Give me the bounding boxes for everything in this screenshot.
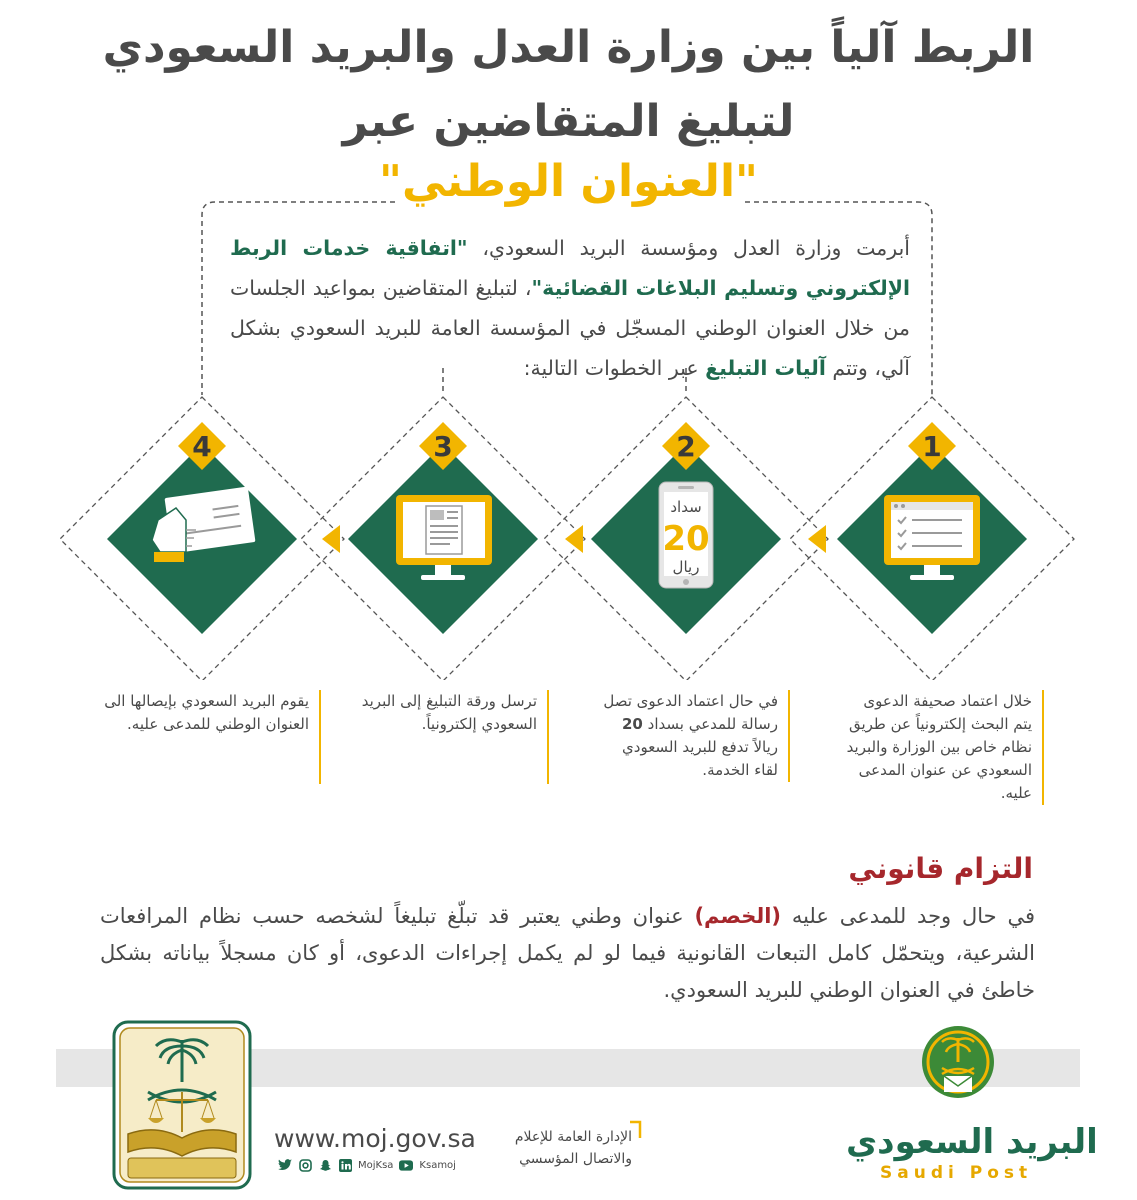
intro-part1: أبرمت وزارة العدل ومؤسسة البريد السعودي، <box>467 236 910 260</box>
arrow-1-to-2-icon <box>808 525 826 553</box>
legal-opponent: (الخصم) <box>694 904 782 928</box>
step-1-text: خلال اعتماد صحيفة الدعوى يتم البحث إلكترونياً عن طريق نظام خاص بين الوزارة والبريد السعودي عن عنوان المدعى عليه. <box>840 690 1044 805</box>
step-1-number: 1 <box>922 430 942 463</box>
arrow-2-to-3-icon <box>565 525 583 553</box>
phone-top-text: سداد <box>670 498 702 516</box>
website-url[interactable]: www.moj.gov.sa <box>274 1124 476 1153</box>
saudi-post-logo <box>918 1016 998 1120</box>
social-links <box>278 1157 456 1173</box>
legal-part1: في حال وجد للمدعى عليه <box>781 904 1035 928</box>
legal-part2: عنوان وطني يعتبر قد تبلّغ تبليغاً لشخصه حسب نظام المرافعات الشرعية، ويتحمّل كامل التبعات القانونية فيما لو لم يكمل إجراءات الدعوى، أو كان مسجلاً بياناته بشكل خاطئ في العنوان الوطني للبريد السعودي. <box>100 904 1035 1002</box>
title-line-3: "العنوان الوطني" <box>379 156 758 207</box>
step-2-text-amount: 20 <box>622 715 643 733</box>
department-name <box>515 1126 632 1170</box>
step-3-text: ترسل ورقة التبليغ إلى البريد السعودي إلكترونياً. <box>345 690 549 784</box>
legal-heading: التزام قانوني <box>848 852 1033 885</box>
phone-unit-text: ريال <box>672 558 700 576</box>
step-3-number: 3 <box>433 430 453 463</box>
snapchat-icon[interactable] <box>318 1158 332 1172</box>
twitter-icon[interactable] <box>278 1158 292 1172</box>
arrow-3-to-4-icon <box>322 525 340 553</box>
instagram-icon[interactable] <box>298 1158 312 1172</box>
intro-part2: ، لتبليغ المتقاضين بمواعيد الجلسات من خلال العنوان الوطني المسجّل في المؤسسة العامة للبريد السعودي بشكل آلي، وتتم <box>230 276 910 380</box>
department-corner-mark <box>628 1120 642 1142</box>
steps-diagram <box>0 380 1137 680</box>
saudi-post-arabic-name: البريد السعودي <box>846 1122 1098 1162</box>
department-line-1: الإدارة العامة للإعلام <box>514 1129 632 1145</box>
step-2-text-b: ريالاً تدفع للبريد السعودي لقاء الخدمة. <box>622 738 778 779</box>
step-2-number: 2 <box>676 430 696 463</box>
department-line-2: والاتصال المؤسسي <box>519 1151 632 1167</box>
youtube-icon[interactable] <box>399 1158 413 1172</box>
ministry-of-justice-logo <box>112 1020 252 1190</box>
intro-paragraph <box>230 228 910 388</box>
legal-paragraph <box>100 898 1035 1009</box>
intro-part3: عبر الخطوات التالية: <box>523 356 706 380</box>
social-handle-2[interactable]: Ksamoj <box>419 1159 456 1171</box>
title-line-1: الربط آلياً بين وزارة العدل والبريد السعودي <box>102 22 1035 73</box>
step-2-text-a: في حال اعتماد الدعوى تصل رسالة للمدعي بسداد <box>603 692 778 733</box>
phone-payment-icon <box>659 482 713 588</box>
intro-mechanisms: آليات التبليغ <box>705 356 826 380</box>
saudi-post-english-name: Saudi Post <box>880 1163 1033 1183</box>
step-2-text <box>598 690 790 782</box>
step-4-text: يقوم البريد السعودي بإيصالها الى العنوان الوطني للمدعى عليه. <box>95 690 321 784</box>
phone-amount-text: 20 <box>662 519 710 559</box>
social-handle-1[interactable]: MojKsa <box>358 1159 394 1171</box>
intro-agreement: "اتفاقية خدمات الربط الإلكتروني وتسليم البلاغات القضائية" <box>230 236 910 300</box>
linkedin-icon[interactable] <box>338 1158 352 1172</box>
title-line-2: لتبليغ المتقاضين عبر <box>342 96 795 147</box>
step-4-number: 4 <box>192 430 212 463</box>
